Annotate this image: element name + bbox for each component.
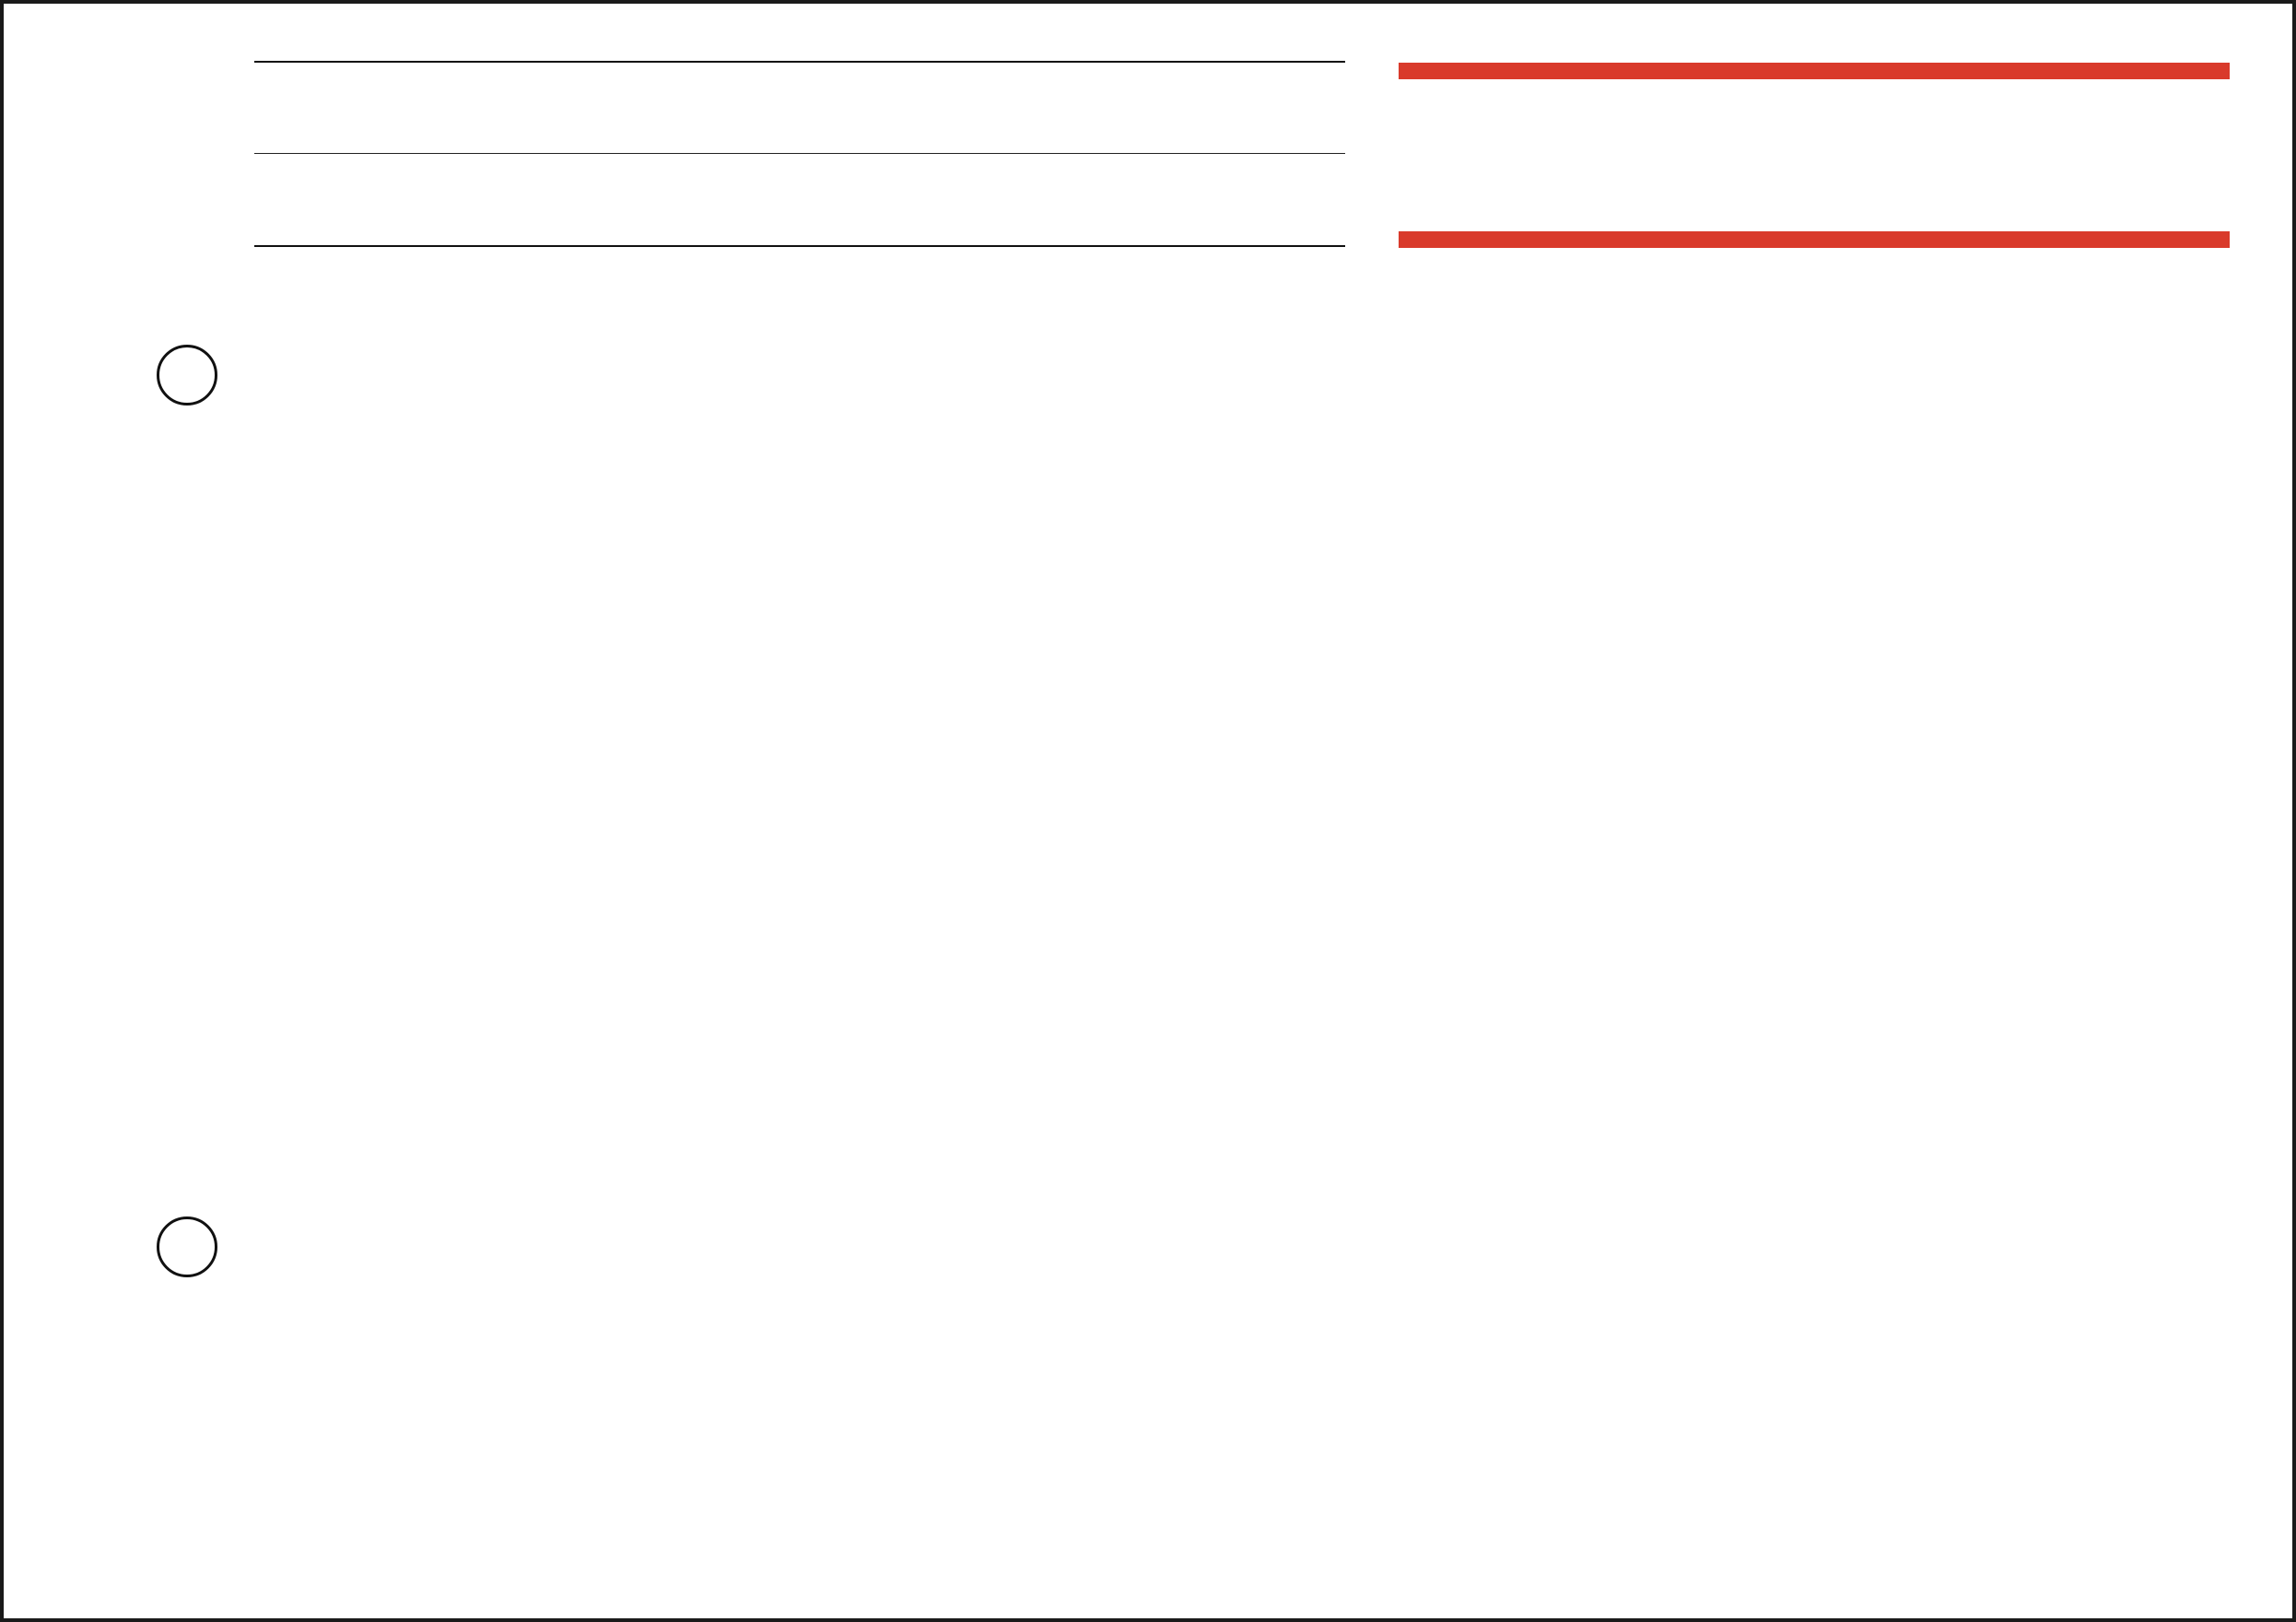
red-bar-bottom	[1399, 231, 2230, 248]
punch-hole-bottom	[157, 1216, 217, 1277]
field-rule-2	[254, 245, 1345, 247]
field-rule-1	[254, 153, 1345, 154]
punch-hole-top	[157, 345, 217, 406]
header-top-rule	[254, 61, 1345, 63]
red-bar-top	[1399, 63, 2230, 79]
